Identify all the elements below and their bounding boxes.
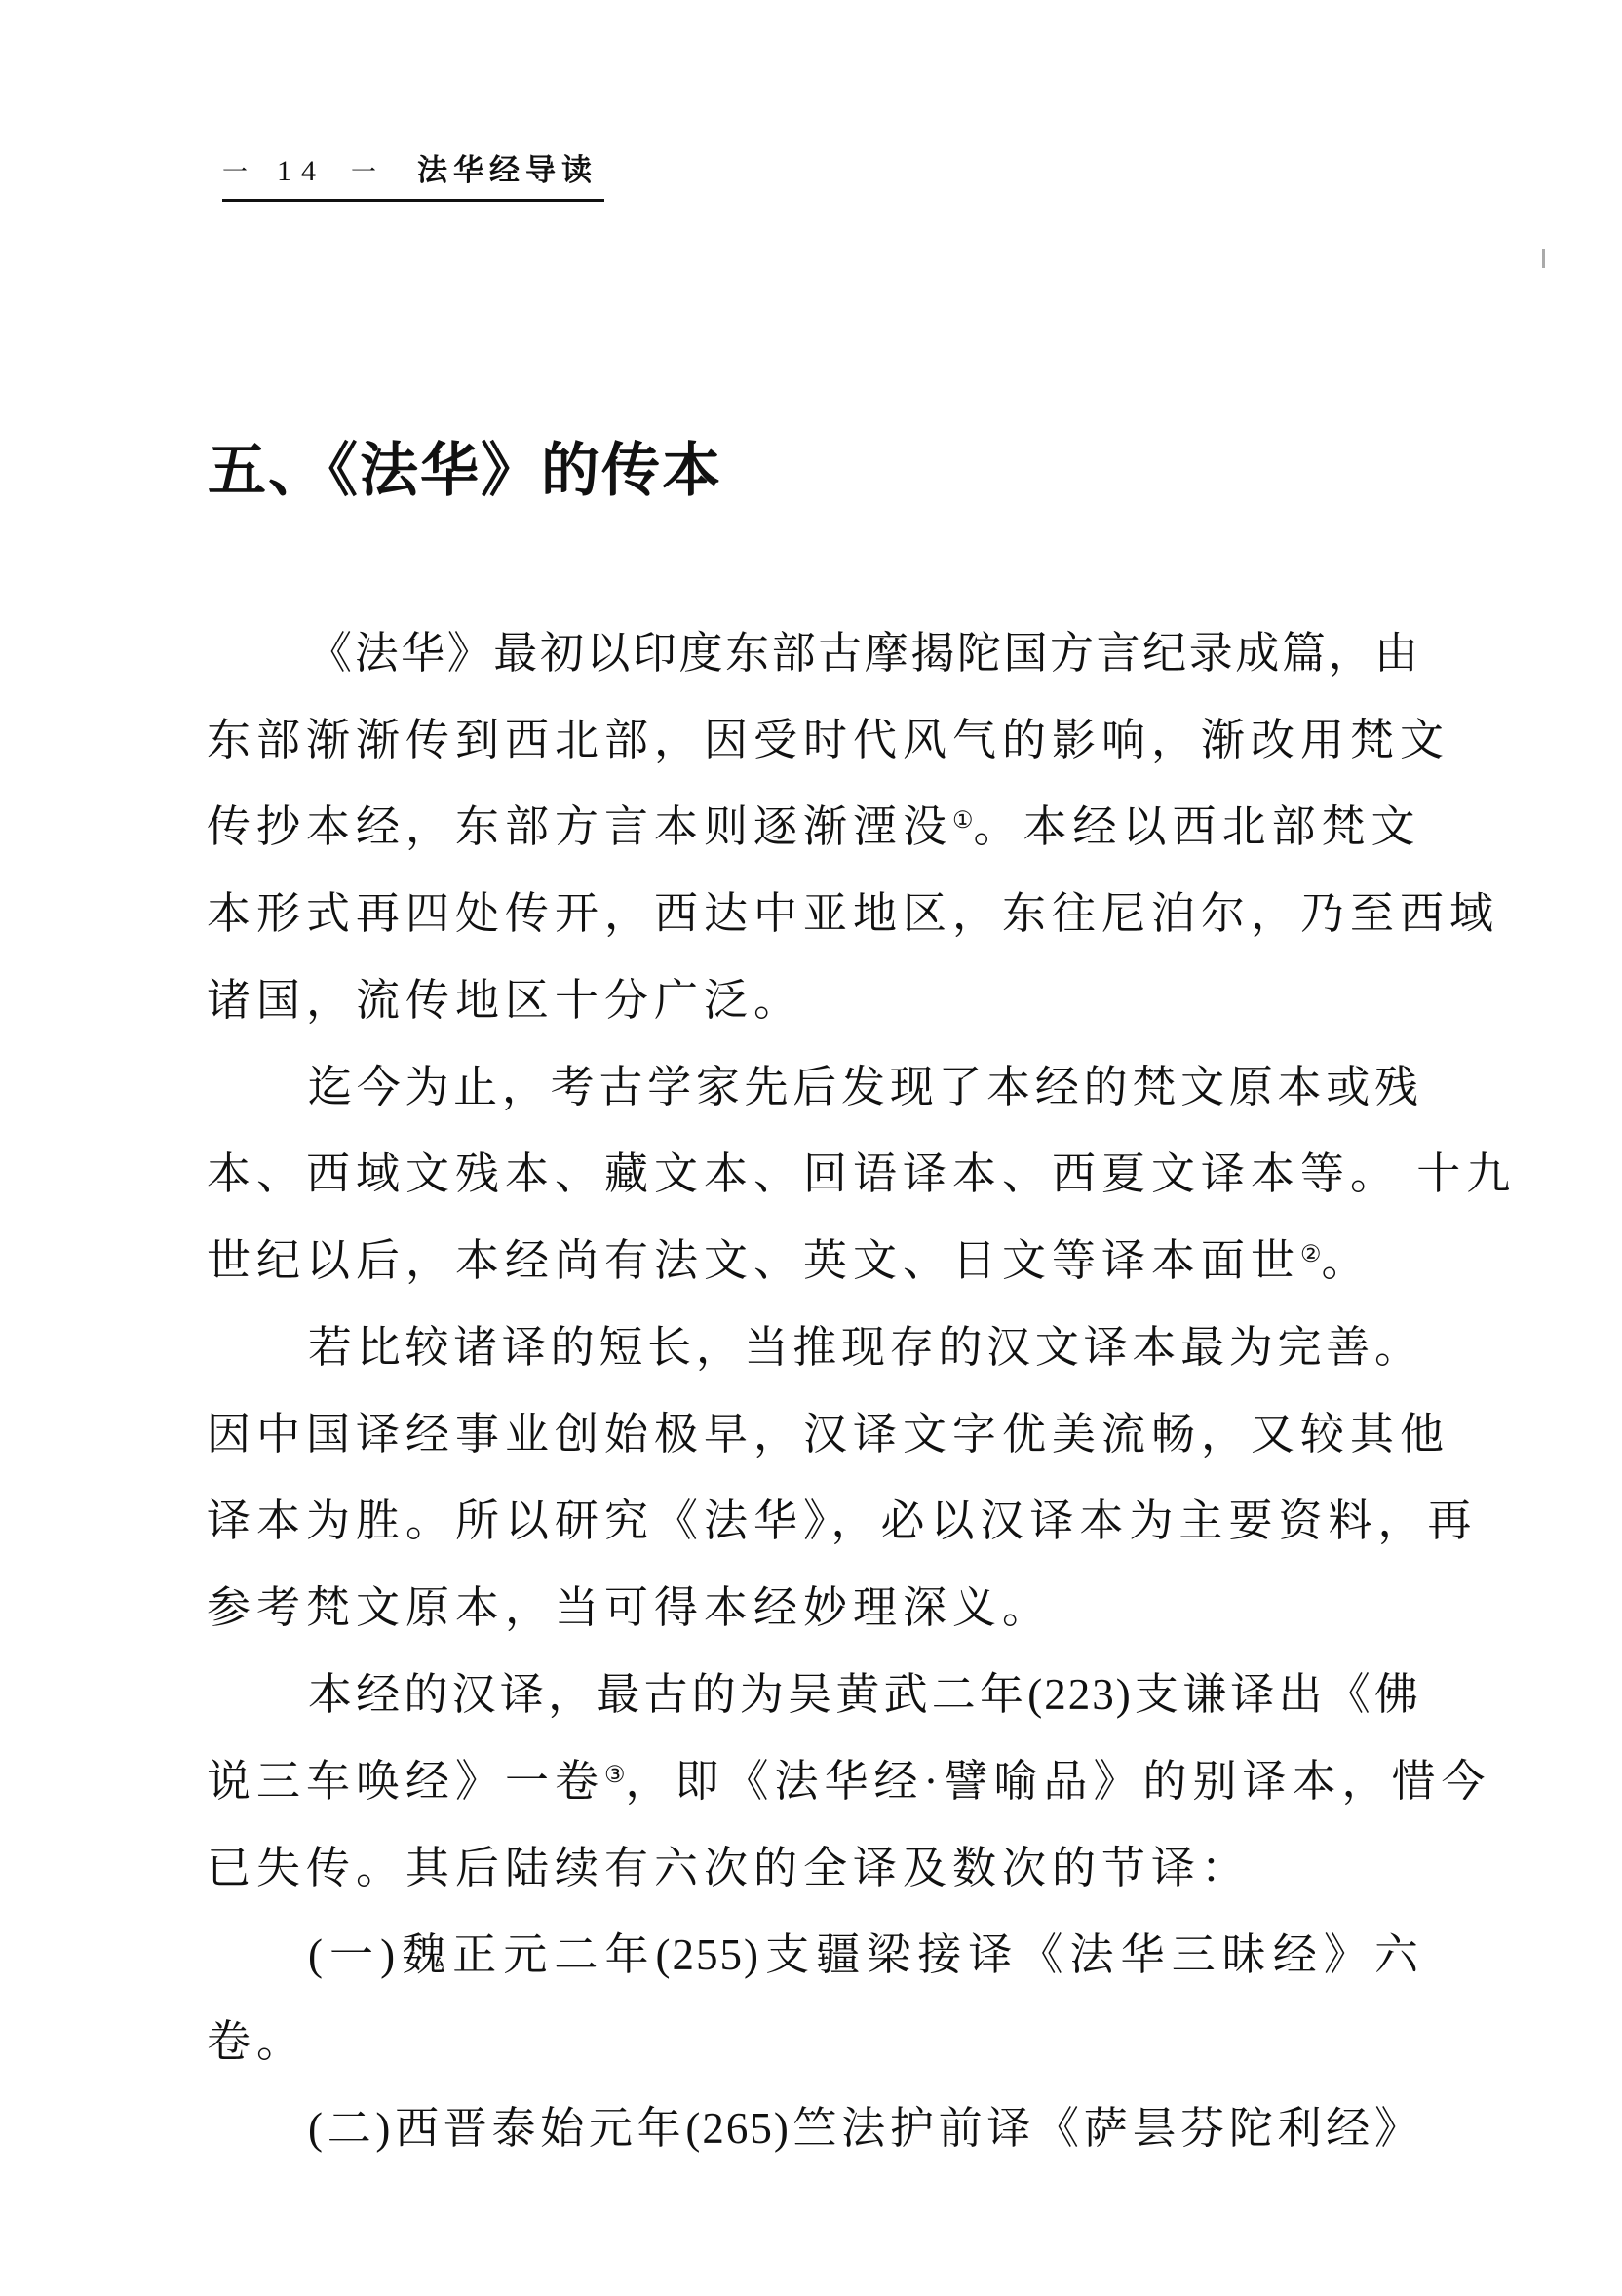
book-title: 法华经导读 <box>417 153 599 187</box>
text-line: 迄今为止，考古学家先后发现了本经的梵文原本或残 <box>308 1063 1420 1111</box>
header-dash-left: 一 <box>222 158 249 186</box>
footnote-ref: ② <box>1300 1242 1322 1267</box>
footnote-ref: ③ <box>604 1763 626 1788</box>
text-line: 因中国译经事业创始极早，汉译文字优美流畅，又较其他 <box>207 1410 1450 1459</box>
text-line: 传抄本经，东部方言本则逐渐湮没①。本经以西北部梵文 <box>207 802 1421 851</box>
text-line: 卷。 <box>207 2017 307 2066</box>
text-line: 说三车唤经》一卷③，即《法华经·譬喻品》的别译本，惜今 <box>207 1757 1491 1806</box>
text-line: 参考梵文原本，当可得本经妙理深义。 <box>207 1583 1053 1632</box>
text-line: (二)西晋泰始元年(265)竺法护前译《萨昙芬陀利经》 <box>308 2104 1420 2153</box>
text-line: 本经的汉译，最古的为吴黄武二年(223)支谦译出《佛 <box>308 1670 1420 1719</box>
text-line: 本形式再四处传开，西达中亚地区，东往尼泊尔，乃至西域 <box>207 889 1500 938</box>
body-text <box>207 610 1517 2172</box>
scan-artifact-mark <box>1542 249 1545 268</box>
text-line: 译本为胜。所以研究《法华》，必以汉译本为主要资料，再 <box>207 1497 1478 1545</box>
text-line: 已失传。其后陆续有六次的全译及数次的节译： <box>207 1844 1252 1892</box>
text-line: 世纪以后，本经尚有法文、英文、日文等译本面世②。 <box>207 1236 1371 1285</box>
text-line: 本、西域文残本、藏文本、回语译本、西夏文译本等。 十九 <box>207 1149 1517 1198</box>
text-line: 东部渐渐传到西北部，因受时代风气的影响，渐改用梵文 <box>207 716 1450 764</box>
text-line: (一)魏正元二年(255)支疆梁接译《法华三昧经》六 <box>308 1930 1420 1979</box>
chapter-title: 五、《法华》的传本 <box>208 439 722 504</box>
running-header <box>222 154 604 202</box>
text-line: 若比较诸译的短长，当推现存的汉文译本最为完善。 <box>308 1323 1420 1372</box>
text-line: 《法华》最初以印度东部古摩揭陀国方言纪录成篇，由 <box>308 629 1420 678</box>
footnote-ref: ① <box>952 808 974 834</box>
page-number: 14 <box>277 155 327 187</box>
header-dash-right: 一 <box>351 158 377 186</box>
text-line: 诸国，流传地区十分广泛。 <box>207 976 804 1025</box>
